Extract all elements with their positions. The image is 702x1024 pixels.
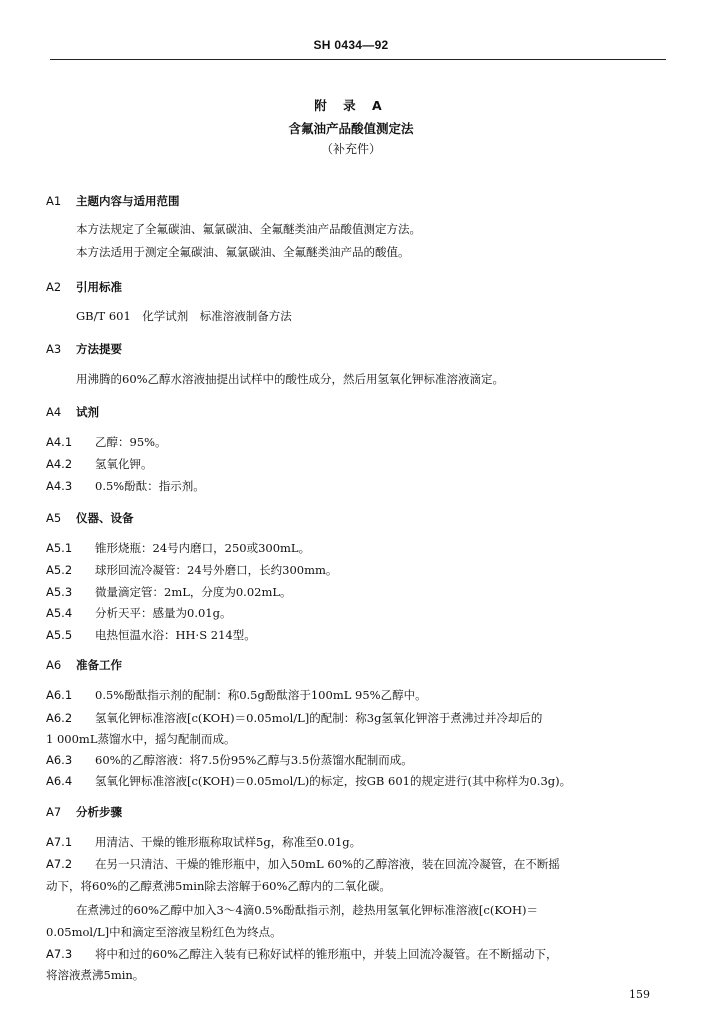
section-a1-heading — [46, 193, 180, 209]
section-a4-heading — [46, 404, 99, 420]
section-number: A3 — [46, 342, 62, 356]
list-item: A6.3 60%的乙醇溶液：将7.5份95%乙醇与3.5份蒸馏水配制而成。 — [46, 753, 413, 767]
list-item: A4.1 乙醇：95%。 — [46, 435, 167, 449]
document-subtitle: （补充件） — [320, 142, 381, 156]
continuation-line: 动下，将60%的乙醇煮沸5min除去溶解于60%乙醇内的二氧化碳。 — [46, 879, 391, 893]
list-item: A4.3 0.5%酚酞：指示剂。 — [46, 479, 205, 493]
list-item: A7.2 在另一只清洁、干燥的锥形瓶中，加入50mL 60%的乙醇溶液，装在回流冷凝管，在不断摇 — [46, 857, 560, 871]
list-item: A7.1 用清洁、干燥的锥形瓶称取试样5g，称准至0.01g。 — [46, 835, 362, 849]
list-item: A6.2 氢氧化钾标准溶液[c(KOH)＝0.05mol/L]的配制：称3g氢氧化钾溶于煮沸过并冷却后的 — [46, 711, 543, 725]
standard-code-header: SH 0434—92 — [313, 38, 389, 52]
header-rule — [50, 59, 666, 60]
section-title: 试剂 — [76, 405, 99, 419]
section-a5-heading — [46, 510, 134, 526]
continuation-line: 将溶液煮沸5min。 — [46, 968, 145, 982]
list-item: A5.5 电热恒温水浴：HH·S 214型。 — [46, 628, 256, 642]
section-a7-heading — [46, 804, 122, 820]
appendix-label: 附 录 A — [314, 98, 388, 113]
section-number: A5 — [46, 511, 62, 525]
section-a2-heading — [46, 279, 122, 295]
continuation-line: 0.05mol/L]中和滴定至溶液呈粉红色为终点。 — [46, 925, 282, 939]
list-item: A7.3 将中和过的60%乙醇注入装有已称好试样的锥形瓶中，并装上回流冷凝管。在不断摇动下， — [46, 947, 558, 961]
paragraph: 本方法适用于测定全氟碳油、氟氯碳油、全氟醚类油产品的酸值。 — [76, 245, 410, 259]
list-item: A5.2 球形回流冷凝管：24号外磨口，长约300mm。 — [46, 563, 338, 577]
list-item: A5.1 锥形烧瓶：24号内磨口，250或300mL。 — [46, 541, 311, 555]
list-item: A5.3 微量滴定管：2mL，分度为0.02mL。 — [46, 585, 292, 599]
paragraph: 用沸腾的60%乙醇水溶液抽提出试样中的酸性成分，然后用氢氧化钾标准溶液滴定。 — [76, 372, 505, 386]
continuation-line: 1 000mL蒸馏水中，摇匀配制而成。 — [46, 732, 236, 746]
paragraph: 本方法规定了全氟碳油、氟氯碳油、全氟醚类油产品酸值测定方法。 — [76, 222, 421, 236]
section-title: 准备工作 — [76, 658, 122, 672]
section-title: 引用标准 — [76, 280, 122, 294]
list-item: A5.4 分析天平：感量为0.01g。 — [46, 606, 232, 620]
list-item: A4.2 氢氧化钾。 — [46, 457, 153, 471]
section-a6-heading — [46, 657, 122, 673]
section-number: A6 — [46, 658, 62, 672]
page-number: 159 — [629, 988, 650, 1001]
list-item: A6.4 氢氧化钾标准溶液[c(KOH)＝0.05mol/L)的标定，按GB 601的规定进行(其中称样为0.3g)。 — [46, 774, 572, 788]
section-a3-heading — [46, 341, 122, 357]
section-title: 方法提要 — [76, 342, 122, 356]
section-title: 分析步骤 — [76, 805, 122, 819]
paragraph: 在煮沸过的60%乙醇中加入3～4滴0.5%酚酞指示剂，趁热用氢氧化钾标准溶液[c(KOH)＝ — [76, 903, 539, 917]
section-number: A4 — [46, 405, 62, 419]
section-title: 仪器、设备 — [76, 511, 134, 525]
paragraph: GB/T 601 化学试剂 标准溶液制备方法 — [76, 309, 292, 323]
document-title: 含氟油产品酸值测定法 — [288, 121, 414, 136]
list-item: A6.1 0.5%酚酞指示剂的配制：称0.5g酚酞溶于100mL 95%乙醇中。 — [46, 688, 427, 702]
section-number: A7 — [46, 805, 62, 819]
section-title: 主题内容与适用范围 — [76, 194, 180, 208]
section-number: A2 — [46, 280, 62, 294]
section-number: A1 — [46, 194, 62, 208]
